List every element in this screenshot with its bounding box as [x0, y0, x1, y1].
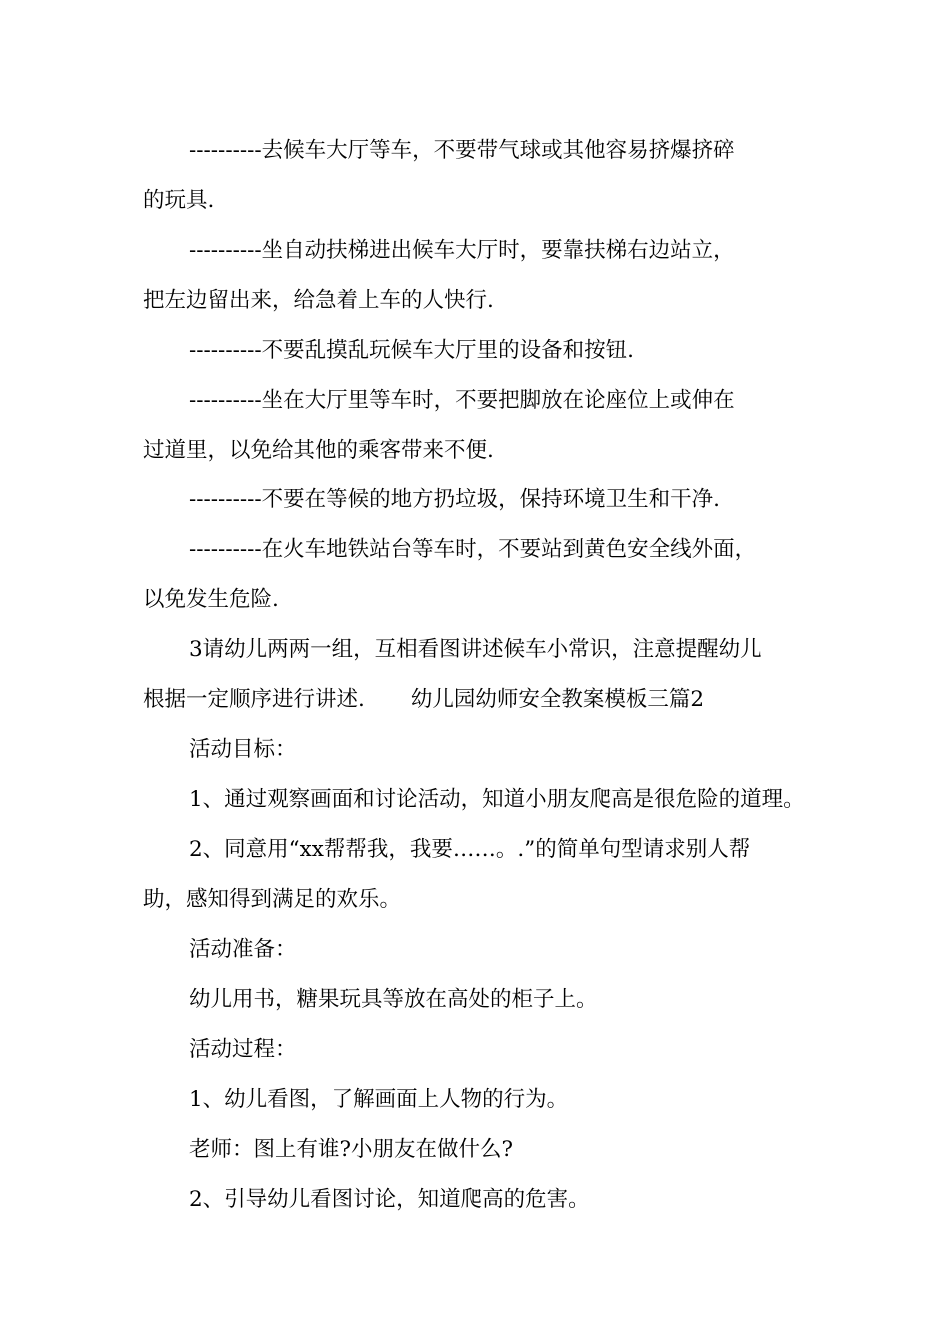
text-line — [143, 684, 704, 716]
text-line: ----------坐自动扶梯进出候车大厅时，要靠扶梯右边站立， — [189, 238, 735, 263]
text-line-part: 根据一定顺序进行讲述. — [143, 687, 365, 712]
text-line: 1、幼儿看图，了解画面上人物的行为。 — [189, 1087, 569, 1112]
text-line: 幼儿用书，糖果玩具等放在高处的柜子上。 — [189, 987, 598, 1012]
heading-preparation: 活动准备： — [189, 937, 297, 962]
text-line: 老师：图上有谁?小朋友在做什么? — [189, 1137, 514, 1162]
text-line: 把左边留出来，给急着上车的人快行. — [143, 288, 494, 313]
heading-goals: 活动目标： — [189, 737, 297, 762]
text-line: 助，感知得到满足的欢乐。 — [143, 887, 402, 912]
section-title: 幼儿园幼师安全教案模板三篇2 — [410, 687, 705, 712]
heading-process: 活动过程： — [189, 1037, 297, 1062]
text-line: ----------坐在大厅里等车时，不要把脚放在论座位上或伸在 — [189, 388, 735, 413]
text-line: 的玩具. — [143, 188, 215, 213]
text-line: 以免发生危险. — [143, 587, 279, 612]
text-line: 2、同意用“xx帮帮我，我要……。.”的简单句型请求别人帮 — [189, 837, 751, 862]
text-line: ----------不要在等候的地方扔垃圾，保持环境卫生和干净. — [189, 487, 720, 512]
text-line: 3请幼儿两两一组，互相看图讲述候车小常识，注意提醒幼儿 — [189, 637, 762, 662]
text-line: ----------在火车地铁站台等车时，不要站到黄色安全线外面， — [189, 537, 757, 562]
text-line: ----------不要乱摸乱玩候车大厅里的设备和按钮. — [189, 338, 634, 363]
text-line: 过道里，以免给其他的乘客带来不便. — [143, 438, 494, 463]
text-line: 2、引导幼儿看图讨论，知道爬高的危害。 — [189, 1187, 590, 1212]
text-line: 1、通过观察画面和讨论活动，知道小朋友爬高是很危险的道理。 — [189, 787, 805, 812]
text-line: ----------去候车大厅等车，不要带气球或其他容易挤爆挤碎 — [189, 138, 735, 163]
